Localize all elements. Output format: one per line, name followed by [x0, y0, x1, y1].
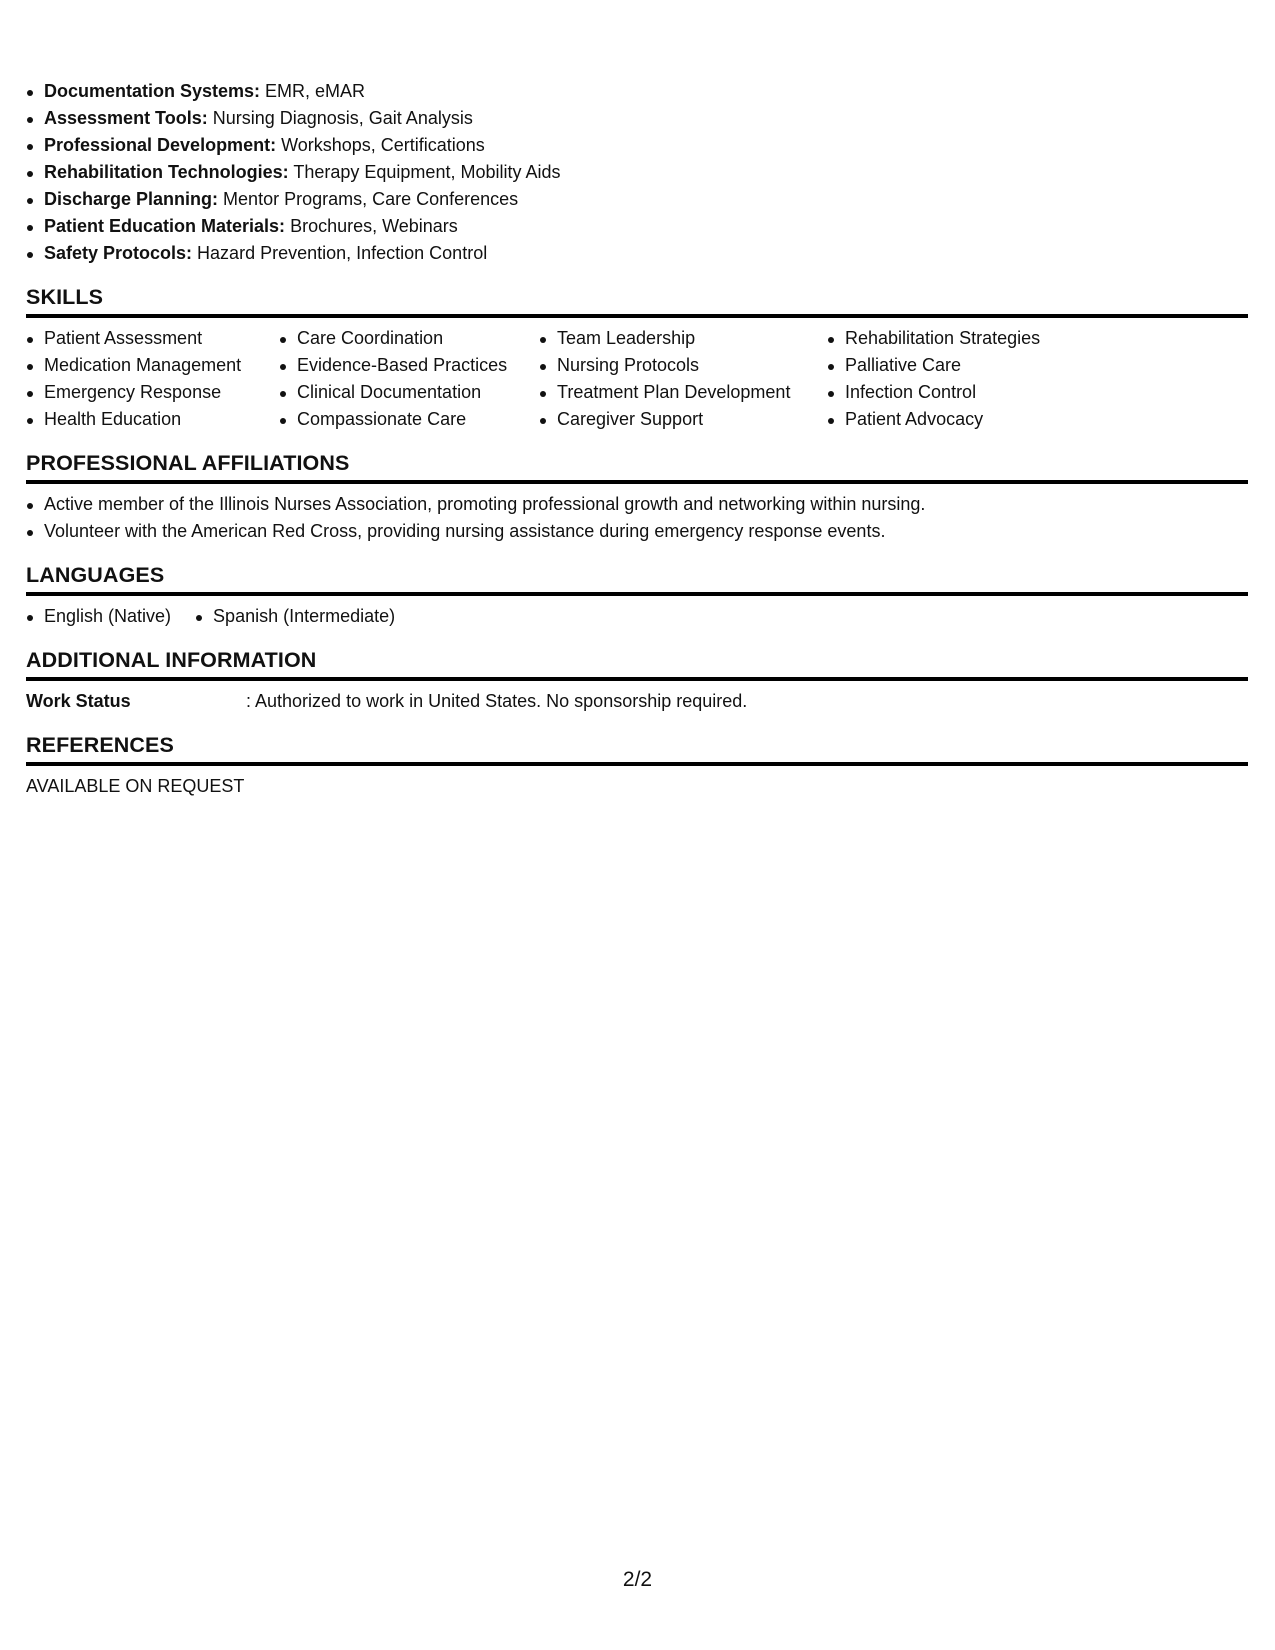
section-heading-languages: LANGUAGES: [26, 562, 1248, 596]
skills-column: [279, 325, 539, 433]
affiliations-list: [26, 484, 1248, 545]
tools-item-value: Workshops, Certifications: [276, 135, 485, 155]
skill-item: Palliative Care: [827, 352, 1087, 379]
tools-item-assessment-tools: [26, 105, 1248, 132]
references-body: [26, 766, 1248, 800]
tools-item-discharge-planning: [26, 186, 1248, 213]
skill-item: Team Leadership: [539, 325, 827, 352]
tools-item-key: Patient Education Materials:: [44, 216, 286, 236]
section-heading-skills: SKILLS: [26, 284, 1248, 318]
tools-item-key: Assessment Tools:: [44, 108, 208, 128]
tools-item-key: Discharge Planning:: [44, 189, 219, 209]
tools-item-value: Hazard Prevention, Infection Control: [192, 243, 488, 263]
languages-list: [26, 596, 1248, 630]
skill-item: Evidence-Based Practices: [279, 352, 539, 379]
language-item: English (Native): [26, 603, 171, 630]
skills-column: [539, 325, 827, 433]
skill-item: Treatment Plan Development: [539, 379, 827, 406]
skill-item: Clinical Documentation: [279, 379, 539, 406]
page-number: 2/2: [622, 1568, 653, 1591]
tools-item-key: Documentation Systems:: [44, 81, 261, 101]
tools-item-value: Brochures, Webinars: [285, 216, 458, 236]
tools-item-value: EMR, eMAR: [260, 81, 366, 101]
skill-item: Infection Control: [827, 379, 1087, 406]
tools-item-key: Professional Development:: [44, 135, 277, 155]
tools-item-value: Mentor Programs, Care Conferences: [218, 189, 519, 209]
affiliations-section: [26, 450, 1248, 545]
section-heading-additional-info: ADDITIONAL INFORMATION: [26, 647, 1248, 681]
tools-item-key: Rehabilitation Technologies:: [44, 162, 289, 182]
section-heading-affiliations: PROFESSIONAL AFFILIATIONS: [26, 450, 1248, 484]
work-status-label: Work Status: [26, 691, 131, 711]
affiliation-item: Active member of the Illinois Nurses Association, promoting professional growth and networking within nursing.: [26, 491, 1248, 518]
skill-item: Patient Assessment: [26, 325, 279, 352]
resume-page-2: [26, 78, 1248, 800]
additional-info-body: [26, 681, 1248, 715]
tools-item-patient-education-materials: [26, 213, 1248, 240]
skill-item: Compassionate Care: [279, 406, 539, 433]
languages-section: [26, 562, 1248, 630]
additional-info-section: [26, 647, 1248, 715]
skill-item: Emergency Response: [26, 379, 279, 406]
section-heading-references: REFERENCES: [26, 732, 1248, 766]
tools-item-professional-development: [26, 132, 1248, 159]
skill-item: Health Education: [26, 406, 279, 433]
skill-item: Medication Management: [26, 352, 279, 379]
skills-grid: [26, 318, 1248, 433]
tools-list: [26, 78, 1248, 267]
references-section: [26, 732, 1248, 800]
language-item: Spanish (Intermediate): [195, 603, 395, 630]
skill-item: Rehabilitation Strategies: [827, 325, 1087, 352]
skill-item: Caregiver Support: [539, 406, 827, 433]
references-text: AVAILABLE ON REQUEST: [26, 776, 245, 796]
work-status-row: [26, 688, 1248, 715]
skill-item: Nursing Protocols: [539, 352, 827, 379]
tools-item-rehabilitation-technologies: [26, 159, 1248, 186]
work-status-value: : Authorized to work in United States. No sponsorship required.: [246, 691, 748, 711]
tools-item-value: Therapy Equipment, Mobility Aids: [288, 162, 561, 182]
skills-section: [26, 284, 1248, 433]
skill-item: Care Coordination: [279, 325, 539, 352]
skill-item: Patient Advocacy: [827, 406, 1087, 433]
skills-column: [827, 325, 1087, 433]
tools-item-documentation-systems: [26, 78, 1248, 105]
tools-item-key: Safety Protocols:: [44, 243, 193, 263]
skills-column: [26, 325, 279, 433]
affiliation-item: Volunteer with the American Red Cross, providing nursing assistance during emergency response events.: [26, 518, 1248, 545]
tools-item-value: Nursing Diagnosis, Gait Analysis: [207, 108, 473, 128]
tools-item-safety-protocols: [26, 240, 1248, 267]
